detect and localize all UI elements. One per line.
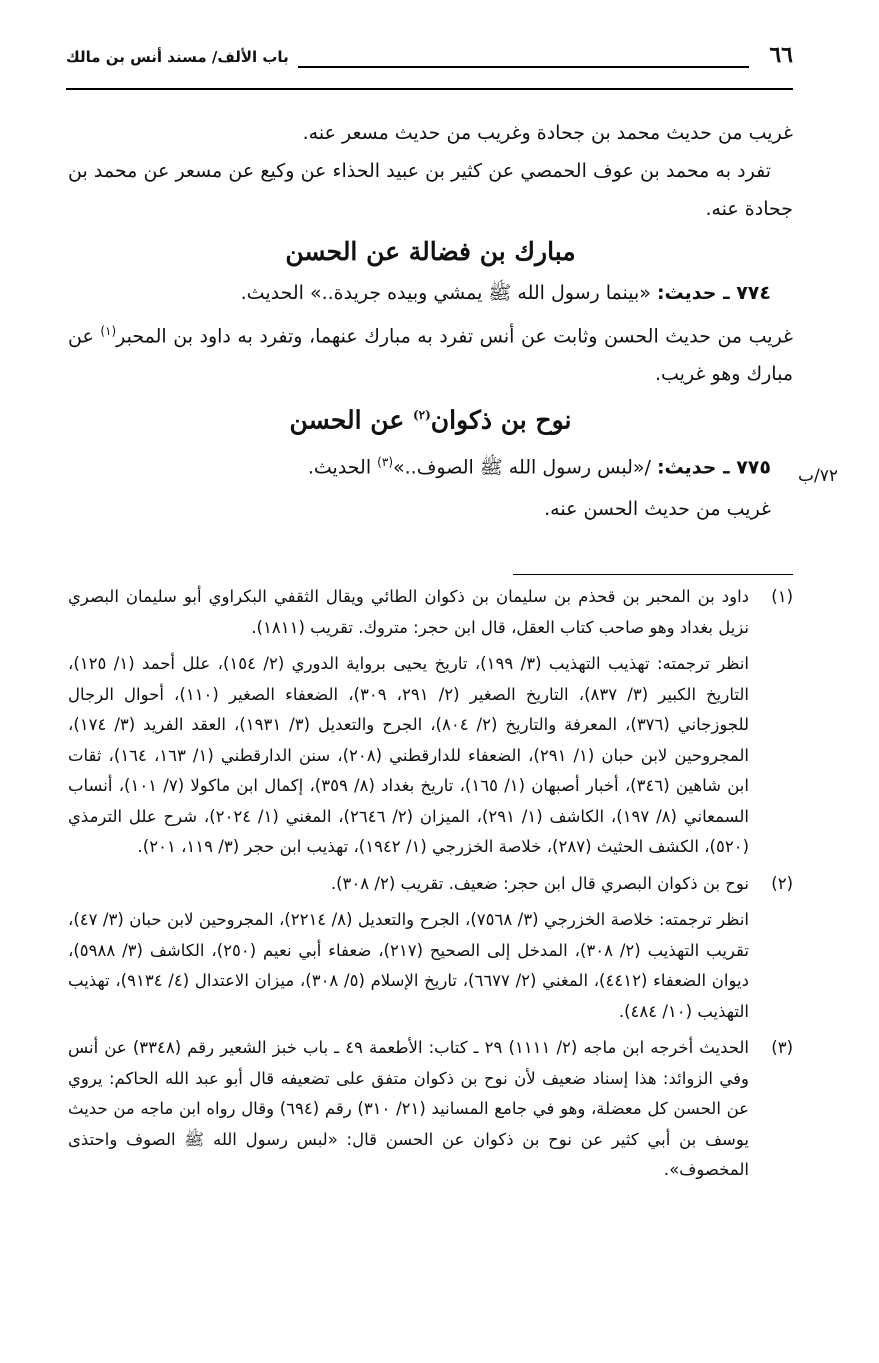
footnote-marker: (٣) <box>771 1038 793 1057</box>
paragraph-2: تفرد به محمد بن عوف الحمصي عن كثير بن عبيد الحذاء عن وكيع عن مسعر عن محمد بن جحادة عنه. <box>68 160 793 220</box>
paragraph-1: غريب من حديث محمد بن جحادة وغريب من حديث مسعر عنه. <box>302 122 793 144</box>
footnote-separator <box>513 574 793 575</box>
paragraph-4: غريب من حديث الحسن عنه. <box>544 497 771 520</box>
hadith-775 <box>68 443 793 486</box>
hadith-775-text: /«لبس رسول الله ﷺ الصوف..» <box>393 455 651 478</box>
hadith-774 <box>68 274 793 312</box>
footnote-ref-2: (٢) <box>412 408 431 423</box>
paragraph-3-part-a: غريب من حديث الحسن وثابت عن أنس تفرد به مبارك عنهما، وتفرد به داود بن المحبر <box>116 325 793 348</box>
footnote-text: الحديث أخرجه ابن ماجه (٢/ ١١١١) ٢٩ ـ كتاب: الأطعمة ٤٩ ـ باب خبز الشعير رقم (٣٣٤٨) عن أنس وفي الزوائد: هذا إسناد ضعيف لأن نوح بن ذكوان متفق على تضعيفه قال أبو عبد الله الحاكم: يروي عن الحسن كل معضلة، وهو في جامع المسانيد (٢١/ ٣١٠) رقم (٦٩٤) وقال رواه ابن ماجه من حديث يوسف بن أبي كثير عن نوح بن ذكوان عن الحسن قال: «لبس رسول الله ﷺ الصوف واحتذى المخصوف». <box>68 1038 750 1179</box>
heading-2-part-a: نوح بن ذكوان <box>430 405 572 435</box>
heading-2-part-b: عن الحسن <box>289 405 405 435</box>
section-heading-1: مبارك بن فضالة عن الحسن <box>285 237 576 266</box>
hadith-774-text: «بينما رسول الله ﷺ يمشي وبيده جريدة..» الحديث. <box>240 282 651 304</box>
footnote-sources: انظر ترجمته: تهذيب التهذيب (٣/ ١٩٩)، تاريخ يحيى برواية الدوري (٢/ ١٥٤)، علل أحمد (١/ ١٢٥)، التاريخ الكبير (٣/ ٨٣٧)، التاريخ الصغير (٢/ ٢٩١، ٣٠٩)، الضعفاء الصغير (١١٠)، أحوال الرجال للجوزجاني (٣٧٦)، المعرفة والتاريخ (٢/ ٨٠٤)، الجرح والتعديل (٣/ ١٩٣١)، العقد الفريد (٣/ ١٧٤)، المجروحين لابن حبان (١/ ٢٩١)، الضعفاء للدارقطني (٢٠٨)، سنن الدارقطني (١/ ١٦٣، ١٦٤)، ثقات ابن شاهين (٣٤٦)، أخبار أصبهان (١/ ١٦٥)، تاريخ بغداد (٨/ ٣٥٩)، إكمال ابن ماكولا (٧/ ١٠١)، أنساب السمعاني (٨/ ١٩٧)، الكاشف (١/ ٢٩١)، الميزان (٢/ ٢٦٤٦)، المغني (١/ ٢٠٢٤)، شرح علل الترمذي (٥٢٠)، الكشف الحثيث (٢٨٧)، خلاصة الخزرجي (١/ ١٩٤٢)، تهذيب ابن حجر (٣/ ١١٩، ٢٠١). <box>68 654 750 856</box>
main-text <box>68 114 793 528</box>
footnotes <box>68 582 793 1192</box>
paragraph-3 <box>68 312 793 393</box>
header-rule <box>298 66 749 68</box>
running-header <box>66 40 793 90</box>
page-number: ٦٦ <box>769 42 793 68</box>
hadith-775-number: ٧٧٥ ـ حديث: <box>656 455 771 478</box>
manuscript-folio-ref: ٧٢/ب <box>798 466 838 486</box>
footnote-ref-3: (٣) <box>377 454 393 469</box>
running-title: باب الألف/ مسند أنس بن مالك <box>66 48 289 66</box>
footnote-marker: (١) <box>771 587 793 606</box>
footnote-text: داود بن المحبر بن قحذم بن سليمان بن ذكوان الطائي ويقال الثقفي البكراوي أبو سليمان البصري نزيل بغداد وهو صاحب كتاب العقل، قال ابن حجر: متروك. تقريب (١٨١١). <box>68 587 749 637</box>
hadith-774-number: ٧٧٤ ـ حديث: <box>656 282 771 304</box>
paragraph-3-part-b: عن مبارك وهو غريب. <box>68 325 793 386</box>
footnote-2 <box>68 869 793 1028</box>
footnote-3 <box>68 1033 793 1186</box>
footnote-sources: انظر ترجمته: خلاصة الخزرجي (٣/ ٧٥٦٨)، الجرح والتعديل (٨/ ٢٢١٤)، المجروحين لابن حبان (٣/ ٤٧)، تقريب التهذيب (٢/ ٣٠٨)، المدخل إلى الصحيح (٢١٧)، ضعفاء أبي نعيم (٢٥٠)، الكاشف (٣/ ٥٩٨٨)، ديوان الضعفاء (٤٤١٢)، المغني (٢/ ٦٦٧٧)، تاريخ الإسلام (٥/ ٣٠٨)، ميزان الاعتدال (٤/ ٩١٣٤)، تهذيب التهذيب (١٠/ ٤٨٤). <box>68 910 749 1021</box>
hadith-775-tail: الحديث. <box>307 455 372 478</box>
footnote-text: نوح بن ذكوان البصري قال ابن حجر: ضعيف. تقريب (٢/ ٣٠٨). <box>330 873 749 893</box>
section-heading-2 <box>68 393 793 442</box>
footnote-1 <box>68 582 793 863</box>
footnote-ref-1: (١) <box>100 324 117 338</box>
footnote-marker: (٢) <box>771 873 793 893</box>
